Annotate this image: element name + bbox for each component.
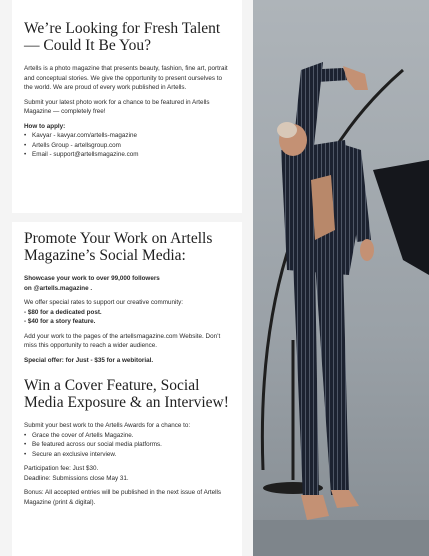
benefit-cover: • Grace the cover of Artells Magazine. — [24, 431, 230, 441]
rate-post: - $80 for a dedicated post. — [24, 308, 102, 316]
social-title: Promote Your Work on Artells Magazine’s Social Media: — [24, 230, 213, 264]
bonus-text: Bonus: All accepted entries will be published in the next issue of Artells Magazine (print & digital). — [24, 489, 222, 506]
apply-email[interactable]: • Email - support@artellsmagazine.com — [24, 150, 230, 160]
model-photo — [253, 0, 429, 556]
participation-fee: Participation fee: Just $30. — [24, 465, 99, 472]
showcase-line1: Showcase your work to over 99,000 followers — [24, 275, 160, 282]
talent-title: We’re Looking for Fresh Talent — Could It Be You? — [24, 20, 221, 54]
cover-benefits-list — [24, 431, 230, 460]
talent-card — [12, 0, 242, 213]
how-to-apply-list — [24, 131, 230, 160]
apply-kavyar[interactable]: • Kavyar - kavyar.com/artells-magazine — [24, 131, 230, 141]
fee-deadline — [24, 464, 230, 483]
benefit-social: • Be featured across our social media platforms. — [24, 440, 230, 450]
social-cover-card — [12, 222, 242, 556]
talent-intro: Artells is a photo magazine that presents beauty, fashion, fine art, portrait and conceptual stories. We give the opportunity to present ourselves to the world. We are proud of every work published in Artells. — [24, 65, 228, 91]
showcase-line2[interactable]: on @artells.magazine . — [24, 284, 93, 292]
apply-artells-group[interactable]: • Artells Group - artellsgroup.com — [24, 141, 230, 151]
how-to-apply-label: How to apply: — [24, 122, 66, 130]
rates-intro: We offer special rates to support our creative community: — [24, 299, 184, 306]
special-offer: Special offer: for Just - $35 for a webitorial. — [24, 356, 154, 364]
deadline: Deadline: Submissions close May 31. — [24, 474, 129, 482]
rates-block — [24, 298, 230, 327]
rate-story: - $40 for a story feature. — [24, 318, 96, 325]
cover-submit: Submit your best work to the Artells Awards for a chance to: — [24, 422, 191, 429]
cover-title: Win a Cover Feature, Social Media Exposure & an Interview! — [24, 377, 229, 411]
web-text: Add your work to the pages of the artellsmagazine.com Website. Don’t miss this opportunity to reach a wider audience. — [24, 332, 221, 349]
benefit-interview: • Secure an exclusive interview. — [24, 450, 230, 460]
talent-submit: Submit your latest photo work for a chance to be featured in Artells Magazine — completely free! — [24, 98, 210, 115]
showcase-text — [24, 274, 230, 293]
